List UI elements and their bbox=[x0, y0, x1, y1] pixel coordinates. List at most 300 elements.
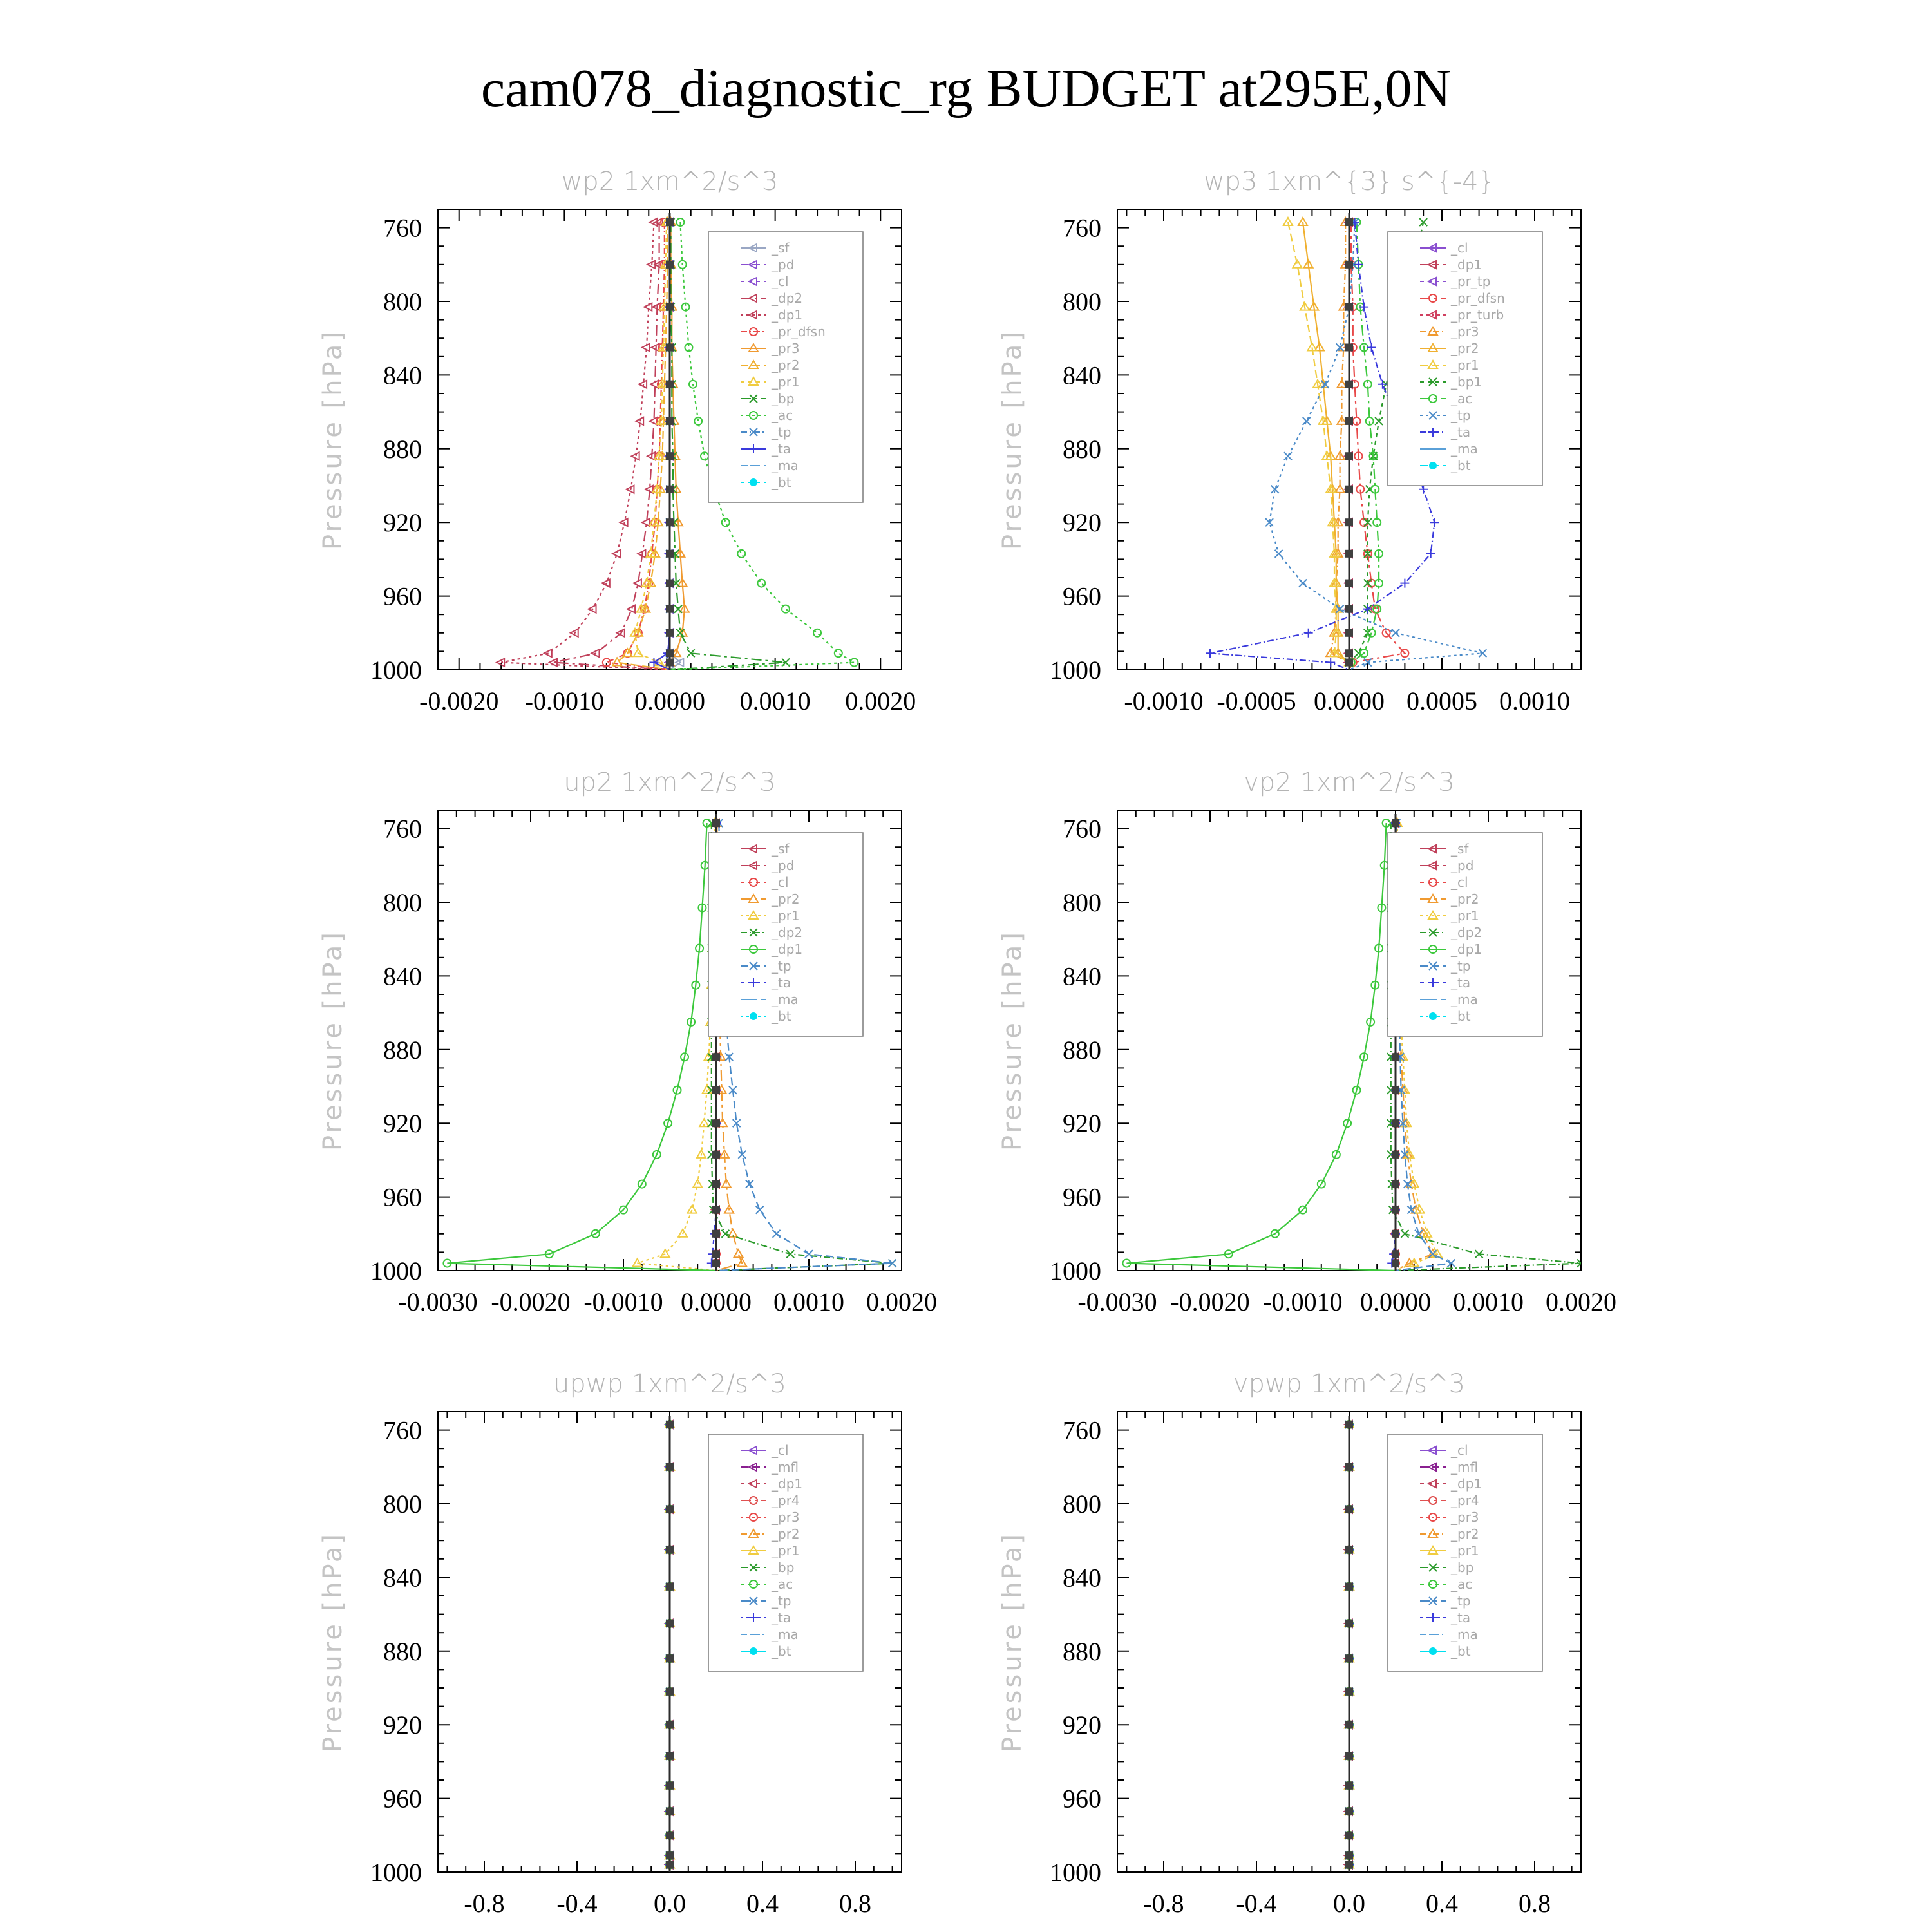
x-tick-label: 0.4 bbox=[1426, 1889, 1458, 1918]
panel-title: upwp 1xm^2/s^3 bbox=[553, 1369, 786, 1399]
level-marker bbox=[1345, 1832, 1353, 1839]
legend-label: _pr_dfsn bbox=[1451, 290, 1505, 306]
legend bbox=[1388, 232, 1542, 486]
data-point bbox=[813, 629, 821, 637]
level-marker bbox=[1392, 1206, 1399, 1214]
x-tick-label: -0.0010 bbox=[1263, 1287, 1343, 1316]
level-marker bbox=[1345, 580, 1353, 587]
level-marker bbox=[666, 1688, 674, 1696]
y-tick-label: 920 bbox=[383, 508, 422, 538]
legend-label: _tp bbox=[772, 958, 791, 974]
level-marker bbox=[1345, 344, 1353, 352]
y-tick-label: 1000 bbox=[370, 1256, 422, 1285]
legend-label: _ac bbox=[1451, 391, 1473, 406]
legend-label: _sf bbox=[772, 841, 790, 857]
y-tick-label: 1000 bbox=[1050, 1858, 1101, 1887]
data-point bbox=[737, 550, 745, 558]
level-marker bbox=[1345, 1861, 1353, 1869]
legend-label: _dp2 bbox=[772, 925, 803, 940]
level-marker bbox=[666, 1421, 674, 1428]
panel-title: vp2 1xm^2/s^3 bbox=[1244, 768, 1455, 797]
y-tick-label: 880 bbox=[1063, 1035, 1101, 1065]
level-marker bbox=[666, 1782, 674, 1790]
level-marker bbox=[1392, 1053, 1399, 1061]
data-point bbox=[1430, 518, 1439, 527]
legend-label: _pr2 bbox=[772, 1526, 800, 1542]
legend-label: _pr1 bbox=[772, 1543, 800, 1558]
level-marker bbox=[1345, 1721, 1353, 1728]
y-tick-label: 800 bbox=[1063, 1490, 1101, 1519]
legend-label: _ma bbox=[1451, 992, 1478, 1007]
level-marker bbox=[1345, 518, 1353, 526]
y-tick-label: 880 bbox=[1063, 434, 1101, 464]
level-marker bbox=[1345, 1782, 1353, 1790]
series-line_pr3 bbox=[1331, 222, 1349, 670]
series-line_dp1 bbox=[447, 823, 716, 1271]
level-marker bbox=[1345, 1808, 1353, 1815]
level-marker bbox=[666, 550, 674, 558]
level-marker bbox=[712, 1180, 720, 1188]
legend-label: _mfl bbox=[1451, 1459, 1479, 1475]
legend-label: _dp2 bbox=[772, 290, 803, 306]
x-tick-label: -0.4 bbox=[1236, 1889, 1277, 1918]
legend-label: _pr1 bbox=[1451, 908, 1479, 923]
y-tick-label: 960 bbox=[1063, 1784, 1101, 1814]
legend-label: _ta bbox=[1451, 1610, 1471, 1625]
x-tick-label: -0.0005 bbox=[1217, 687, 1296, 715]
data-point bbox=[835, 649, 842, 657]
x-tick-label: -0.0020 bbox=[491, 1287, 571, 1316]
legend-label: _ma bbox=[1451, 441, 1478, 457]
legend-label: _pr4 bbox=[772, 1493, 800, 1508]
data-point bbox=[632, 452, 639, 460]
y-tick-label: 800 bbox=[383, 287, 422, 316]
panels-container bbox=[318, 167, 1616, 1918]
data-point bbox=[805, 1250, 813, 1258]
y-tick-label: 880 bbox=[383, 1636, 422, 1666]
x-tick-label: 0.0020 bbox=[866, 1287, 937, 1316]
x-tick-label: 0.0000 bbox=[1314, 687, 1385, 715]
level-marker bbox=[666, 1654, 674, 1662]
level-marker bbox=[666, 1506, 674, 1513]
legend-marker bbox=[750, 1647, 757, 1655]
legend-label: _cl bbox=[1451, 240, 1468, 256]
level-marker bbox=[712, 1151, 720, 1159]
legend-label: _ta bbox=[1451, 975, 1471, 990]
panel-title: vpwp 1xm^2/s^3 bbox=[1233, 1369, 1466, 1399]
y-tick-label: 960 bbox=[383, 582, 422, 611]
data-point bbox=[850, 659, 858, 667]
x-tick-label: 0.0010 bbox=[773, 1287, 844, 1316]
legend-label: _pr1 bbox=[772, 908, 800, 923]
legend-label: _pr_dfsn bbox=[772, 324, 826, 339]
level-marker bbox=[666, 218, 674, 226]
x-tick-label: 0.0020 bbox=[845, 687, 916, 715]
series-line_pr1 bbox=[638, 823, 716, 1271]
level-marker bbox=[666, 659, 674, 667]
level-marker bbox=[1345, 417, 1353, 425]
level-marker bbox=[1392, 1086, 1399, 1094]
legend-label: _ta bbox=[772, 441, 791, 457]
data-point bbox=[1293, 260, 1302, 268]
y-axis-label: Pressure [hPa] bbox=[318, 1531, 348, 1752]
level-marker bbox=[712, 1053, 720, 1061]
panel-title: wp3 1xm^{3} s^{-4} bbox=[1203, 167, 1495, 196]
x-tick-label: 0.0 bbox=[654, 1889, 686, 1918]
data-point bbox=[674, 605, 682, 613]
series-line_ta bbox=[654, 222, 670, 670]
legend-label: _ma bbox=[772, 1627, 799, 1642]
x-tick-label: 0.8 bbox=[839, 1889, 871, 1918]
legend-label: _dp1 bbox=[1451, 942, 1482, 957]
x-tick-label: 0.4 bbox=[746, 1889, 779, 1918]
legend-label: _bt bbox=[772, 475, 791, 490]
legend-label: _tp bbox=[1451, 958, 1471, 974]
y-tick-label: 840 bbox=[1063, 961, 1101, 991]
y-tick-label: 1000 bbox=[1050, 1256, 1101, 1285]
level-marker bbox=[1345, 381, 1353, 388]
x-tick-label: 0.0005 bbox=[1406, 687, 1477, 715]
legend-label: _pr1 bbox=[1451, 1543, 1479, 1558]
y-tick-label: 760 bbox=[1063, 213, 1101, 243]
y-tick-label: 920 bbox=[1063, 1710, 1101, 1740]
data-point bbox=[1206, 649, 1215, 658]
series-line_pr_dfsn bbox=[607, 222, 670, 670]
level-marker bbox=[666, 486, 674, 493]
level-marker bbox=[1345, 1620, 1353, 1627]
legend-label: _bt bbox=[772, 1009, 791, 1024]
legend-label: _pr3 bbox=[1451, 1510, 1479, 1525]
y-axis-label: Pressure [hPa] bbox=[318, 329, 348, 550]
data-point bbox=[1401, 1230, 1408, 1238]
level-marker bbox=[1345, 1752, 1353, 1760]
data-point bbox=[756, 1206, 764, 1214]
level-marker bbox=[1345, 1506, 1353, 1513]
level-marker bbox=[1392, 1260, 1399, 1267]
legend-label: _pr2 bbox=[772, 891, 800, 907]
level-marker bbox=[712, 1086, 720, 1094]
level-marker bbox=[666, 417, 674, 425]
level-marker bbox=[666, 605, 674, 613]
legend-label: _pr3 bbox=[772, 1510, 800, 1525]
level-marker bbox=[1392, 819, 1399, 827]
legend-label: _pr3 bbox=[1451, 324, 1479, 339]
y-tick-label: 840 bbox=[383, 961, 422, 991]
x-tick-label: -0.8 bbox=[464, 1889, 505, 1918]
y-tick-label: 920 bbox=[1063, 1109, 1101, 1139]
level-marker bbox=[666, 518, 674, 526]
legend-label: _pr3 bbox=[772, 341, 800, 356]
legend-label: _pr1 bbox=[1451, 357, 1479, 373]
legend bbox=[708, 232, 863, 502]
level-marker bbox=[666, 1620, 674, 1627]
legend-label: _ac bbox=[772, 1577, 793, 1592]
legend-label: _sf bbox=[772, 240, 790, 256]
data-point bbox=[1392, 629, 1399, 637]
level-marker bbox=[666, 1808, 674, 1815]
legend-label: _pr2 bbox=[772, 357, 800, 373]
series-line_ac bbox=[1349, 222, 1379, 670]
y-tick-label: 840 bbox=[1063, 361, 1101, 390]
x-tick-label: 0.8 bbox=[1519, 1889, 1551, 1918]
legend-label: _ma bbox=[1451, 1627, 1478, 1642]
legend-label: _pr4 bbox=[1451, 1493, 1479, 1508]
x-tick-label: -0.0020 bbox=[1170, 1287, 1250, 1316]
legend bbox=[1388, 833, 1542, 1036]
legend-label: _sf bbox=[1451, 841, 1469, 857]
legend-label: _tp bbox=[772, 1593, 791, 1609]
legend-label: _cl bbox=[1451, 1443, 1468, 1458]
data-point bbox=[1419, 485, 1428, 494]
y-tick-label: 880 bbox=[383, 434, 422, 464]
y-tick-label: 800 bbox=[1063, 888, 1101, 917]
data-point bbox=[1326, 658, 1335, 667]
y-tick-label: 840 bbox=[1063, 1563, 1101, 1593]
data-point bbox=[757, 580, 765, 587]
data-point bbox=[721, 1230, 729, 1238]
legend-label: _dp1 bbox=[772, 307, 803, 323]
legend-label: _bt bbox=[1451, 458, 1471, 473]
y-tick-label: 920 bbox=[383, 1710, 422, 1740]
legend-marker bbox=[1429, 1647, 1437, 1655]
chart-panel-4 bbox=[998, 768, 1616, 1316]
legend-label: _cl bbox=[772, 274, 789, 289]
legend-label: _ma bbox=[772, 458, 799, 473]
data-point bbox=[782, 605, 790, 613]
level-marker bbox=[1345, 1546, 1353, 1554]
data-point bbox=[722, 518, 730, 526]
legend-label: _ac bbox=[1451, 1577, 1473, 1592]
series-line_dp1 bbox=[1126, 823, 1396, 1271]
level-marker bbox=[1345, 218, 1353, 226]
level-marker bbox=[666, 580, 674, 587]
data-point bbox=[1284, 452, 1292, 460]
legend-marker bbox=[1429, 1012, 1437, 1020]
level-marker bbox=[1392, 1119, 1399, 1127]
level-marker bbox=[666, 303, 674, 311]
level-marker bbox=[1392, 1180, 1399, 1188]
level-marker bbox=[666, 261, 674, 269]
legend-label: _pr2 bbox=[1451, 341, 1479, 356]
level-marker bbox=[1392, 1250, 1399, 1258]
data-point bbox=[1304, 629, 1313, 638]
data-point bbox=[773, 1230, 781, 1238]
legend-marker bbox=[1429, 462, 1437, 469]
x-tick-label: -0.0010 bbox=[524, 687, 605, 715]
level-marker bbox=[1345, 1654, 1353, 1662]
legend-label: _pr2 bbox=[1451, 1526, 1479, 1542]
y-tick-label: 920 bbox=[1063, 508, 1101, 538]
y-tick-label: 960 bbox=[1063, 1182, 1101, 1212]
legend-label: _pr_turb bbox=[1451, 307, 1504, 323]
y-axis-label: Pressure [hPa] bbox=[998, 1531, 1027, 1752]
legend-label: _bp bbox=[772, 1560, 795, 1575]
level-marker bbox=[666, 1752, 674, 1760]
y-tick-label: 920 bbox=[383, 1109, 422, 1139]
level-marker bbox=[666, 1546, 674, 1554]
y-tick-label: 880 bbox=[383, 1035, 422, 1065]
level-marker bbox=[712, 1119, 720, 1127]
legend-label: _bt bbox=[772, 1643, 791, 1659]
chart-panel-3 bbox=[318, 768, 937, 1316]
level-marker bbox=[1345, 452, 1353, 460]
level-marker bbox=[666, 1463, 674, 1471]
level-marker bbox=[1345, 1421, 1353, 1428]
x-tick-label: 0.0020 bbox=[1546, 1287, 1616, 1316]
legend-label: _ac bbox=[772, 408, 793, 423]
y-tick-label: 800 bbox=[383, 888, 422, 917]
legend-label: _bp bbox=[772, 391, 795, 406]
y-tick-label: 960 bbox=[383, 1784, 422, 1814]
figure-title: cam078_diagnostic_rg BUDGET at295E,0N bbox=[480, 59, 1452, 118]
level-marker bbox=[1345, 1688, 1353, 1696]
panel-title: wp2 1xm^2/s^3 bbox=[561, 167, 779, 196]
level-marker bbox=[666, 1721, 674, 1728]
y-tick-label: 800 bbox=[1063, 287, 1101, 316]
x-tick-label: -0.0020 bbox=[419, 687, 499, 715]
y-tick-label: 760 bbox=[1063, 1416, 1101, 1445]
chart-panel-2 bbox=[998, 167, 1581, 715]
legend-label: _bt bbox=[1451, 1643, 1471, 1659]
legend-label: _bp1 bbox=[1451, 374, 1482, 390]
y-tick-label: 760 bbox=[383, 814, 422, 844]
panel-title: up2 1xm^2/s^3 bbox=[564, 768, 776, 797]
data-point bbox=[1299, 580, 1307, 587]
level-marker bbox=[666, 381, 674, 388]
series-line_dp2 bbox=[554, 222, 670, 670]
y-axis-label: Pressure [hPa] bbox=[318, 930, 348, 1151]
y-tick-label: 760 bbox=[383, 213, 422, 243]
data-point bbox=[734, 1249, 743, 1257]
legend-label: _tp bbox=[1451, 408, 1471, 423]
chart-panel-1 bbox=[318, 167, 916, 715]
level-marker bbox=[712, 1250, 720, 1258]
legend bbox=[708, 833, 863, 1036]
level-marker bbox=[666, 1852, 674, 1859]
data-point bbox=[786, 1250, 794, 1258]
data-point bbox=[1303, 417, 1311, 425]
level-marker bbox=[712, 1260, 720, 1267]
legend bbox=[1388, 1434, 1542, 1671]
level-marker bbox=[1345, 659, 1353, 667]
data-point bbox=[1367, 343, 1376, 352]
y-tick-label: 960 bbox=[383, 1182, 422, 1212]
legend-label: _tp bbox=[772, 424, 791, 440]
x-tick-label: 0.0000 bbox=[634, 687, 705, 715]
level-marker bbox=[1345, 486, 1353, 493]
x-tick-label: 0.0010 bbox=[1499, 687, 1570, 715]
legend-label: _pd bbox=[1451, 858, 1474, 873]
level-marker bbox=[712, 819, 720, 827]
x-tick-label: 0.0010 bbox=[1453, 1287, 1524, 1316]
data-point bbox=[688, 1206, 697, 1213]
legend-marker bbox=[750, 1012, 757, 1020]
level-marker bbox=[1345, 261, 1353, 269]
level-marker bbox=[1345, 649, 1353, 657]
series-line_dp1 bbox=[501, 222, 670, 670]
level-marker bbox=[712, 1230, 720, 1238]
legend-label: _mfl bbox=[772, 1459, 799, 1475]
level-marker bbox=[1345, 1852, 1353, 1859]
x-tick-label: -0.0010 bbox=[1124, 687, 1204, 715]
x-tick-label: -0.0030 bbox=[1077, 1287, 1157, 1316]
legend bbox=[708, 1434, 863, 1671]
legend-label: _cl bbox=[772, 875, 789, 890]
x-tick-label: -0.0010 bbox=[583, 1287, 663, 1316]
series-line_pr2 bbox=[617, 222, 670, 670]
y-tick-label: 760 bbox=[383, 1416, 422, 1445]
level-marker bbox=[666, 344, 674, 352]
legend-label: _pd bbox=[772, 858, 795, 873]
level-marker bbox=[1345, 1583, 1353, 1591]
level-marker bbox=[666, 1583, 674, 1591]
level-marker bbox=[666, 629, 674, 637]
x-tick-label: -0.8 bbox=[1143, 1889, 1184, 1918]
x-tick-label: 0.0 bbox=[1333, 1889, 1365, 1918]
x-tick-label: -0.0030 bbox=[398, 1287, 478, 1316]
chart-panel-6 bbox=[998, 1369, 1581, 1918]
level-marker bbox=[1345, 550, 1353, 558]
legend-label: _pr_tp bbox=[1451, 274, 1491, 289]
y-tick-label: 840 bbox=[383, 361, 422, 390]
legend-label: _pr1 bbox=[772, 374, 800, 390]
level-marker bbox=[666, 1861, 674, 1869]
legend-label: _bp bbox=[1451, 1560, 1474, 1575]
legend-label: _dp1 bbox=[772, 942, 803, 957]
level-marker bbox=[712, 1206, 720, 1214]
level-marker bbox=[1392, 1230, 1399, 1238]
x-tick-label: 0.0000 bbox=[681, 1287, 752, 1316]
y-tick-label: 960 bbox=[1063, 582, 1101, 611]
legend-label: _pd bbox=[772, 257, 795, 272]
y-tick-label: 800 bbox=[383, 1490, 422, 1519]
y-tick-label: 1000 bbox=[1050, 656, 1101, 685]
legend-label: _ma bbox=[772, 992, 799, 1007]
legend-label: _cl bbox=[772, 1443, 789, 1458]
level-marker bbox=[666, 452, 674, 460]
legend-label: _ta bbox=[772, 1610, 791, 1625]
data-point bbox=[627, 605, 635, 613]
legend-marker bbox=[750, 478, 757, 486]
level-marker bbox=[1345, 629, 1353, 637]
y-axis-label: Pressure [hPa] bbox=[998, 930, 1027, 1151]
data-point bbox=[1378, 380, 1387, 389]
legend-label: _dp1 bbox=[1451, 1476, 1482, 1492]
x-tick-label: 0.0010 bbox=[739, 687, 811, 715]
level-marker bbox=[666, 649, 674, 657]
legend-label: _cl bbox=[1451, 875, 1468, 890]
y-axis-label: Pressure [hPa] bbox=[998, 329, 1027, 550]
y-tick-label: 840 bbox=[383, 1563, 422, 1593]
level-marker bbox=[1392, 1151, 1399, 1159]
legend-label: _bt bbox=[1451, 1009, 1471, 1024]
y-tick-label: 1000 bbox=[370, 1858, 422, 1887]
level-marker bbox=[1345, 605, 1353, 613]
legend-label: _dp1 bbox=[1451, 257, 1482, 272]
level-marker bbox=[1345, 1463, 1353, 1471]
x-tick-label: 0.0000 bbox=[1360, 1287, 1431, 1316]
level-marker bbox=[1345, 303, 1353, 311]
legend-label: _pr2 bbox=[1451, 891, 1479, 907]
legend-label: _tp bbox=[1451, 1593, 1471, 1609]
level-marker bbox=[666, 1832, 674, 1839]
y-tick-label: 760 bbox=[1063, 814, 1101, 844]
chart-panel-5 bbox=[318, 1369, 902, 1918]
x-tick-label: -0.4 bbox=[556, 1889, 598, 1918]
legend-label: _dp2 bbox=[1451, 925, 1482, 940]
legend-label: _ta bbox=[1451, 424, 1471, 440]
y-tick-label: 880 bbox=[1063, 1636, 1101, 1666]
